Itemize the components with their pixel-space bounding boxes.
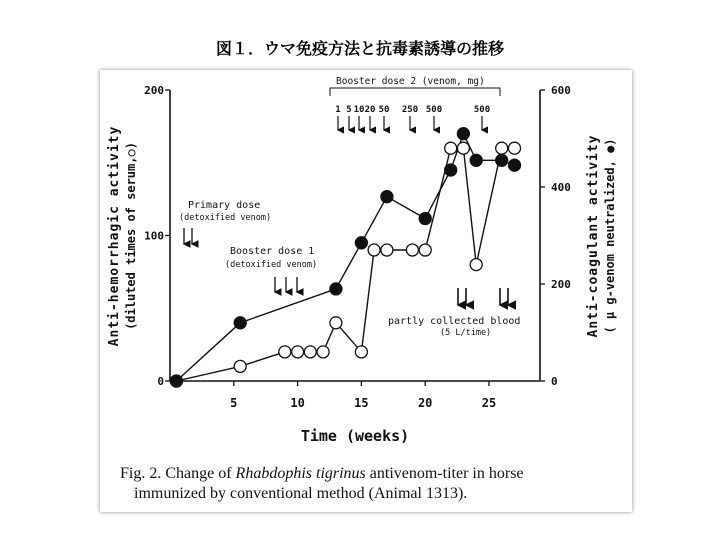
x-tick-label: 5 (230, 396, 238, 410)
antihemorrhagic-point (368, 244, 380, 256)
x-tick-label: 25 (481, 396, 497, 410)
booster2-dose-label: 5 (346, 105, 352, 115)
booster2-dose-label: 10 (353, 105, 365, 115)
antihemorrhagic-point (355, 346, 367, 358)
right-tick-label: 200 (551, 278, 571, 291)
right-tick-label: 600 (551, 84, 571, 97)
x-tick-label: 15 (354, 396, 369, 410)
antihemorrhagic-point (330, 317, 342, 329)
anticoagulant-point (496, 154, 508, 166)
anticoagulant-point (234, 317, 246, 329)
antihemorrhagic-point (381, 244, 393, 256)
antihemorrhagic-point (445, 142, 457, 154)
x-axis-label: Time (weeks) (300, 427, 410, 445)
figure-caption-line1: Fig. 2. Change of Rhabdophis tigrinus antivenom-titer in horse (120, 465, 524, 482)
antihemorrhagic-point (509, 142, 521, 154)
booster2-bracket (330, 88, 500, 96)
primary-dose-sub: (detoxified venom) (179, 213, 272, 223)
booster1-sub: (detoxified venom) (225, 260, 318, 270)
series-line (176, 134, 514, 381)
anticoagulant-point (445, 164, 457, 176)
antihemorrhagic-point (317, 346, 329, 358)
anticoagulant-point (355, 237, 367, 249)
antihemorrhagic-point (292, 346, 304, 358)
left-tick-label: 0 (157, 375, 164, 388)
right-tick-label: 0 (551, 375, 558, 388)
antihemorrhagic-point (304, 346, 316, 358)
anticoagulant-point (457, 128, 469, 140)
antihemorrhagic-point (457, 142, 469, 154)
booster2-dose-label: 20 (364, 105, 376, 115)
left-tick-label: 100 (144, 229, 164, 243)
booster2-dose-label: 500 (473, 105, 491, 115)
anticoagulant-point (509, 159, 521, 171)
left-tick-label: 200 (144, 84, 164, 97)
anticoagulant-point (419, 213, 431, 225)
booster2-dose-label: 250 (401, 105, 419, 115)
antihemorrhagic-point (279, 346, 291, 358)
left-axis-label-line1: Anti-hemorrhagic activity (107, 125, 122, 347)
booster2-header: Booster dose 2 (venom, mg) (336, 76, 485, 87)
antihemorrhagic-point (406, 244, 418, 256)
anticoagulant-point (330, 283, 342, 295)
booster2-dose-label: 1 (335, 105, 341, 115)
anticoagulant-point (470, 154, 482, 166)
primary-dose-label: Primary dose (188, 200, 261, 211)
anticoagulant-point (381, 191, 393, 203)
collected-label: partly collected blood (388, 316, 521, 327)
left-axis-label-line2: (diluted times of serum,○) (124, 142, 138, 330)
antihemorrhagic-point (419, 244, 431, 256)
antihemorrhagic-point (470, 259, 482, 271)
figure-frame (100, 70, 632, 512)
collected-sub: (5 L/time) (440, 328, 492, 338)
antihemorrhagic-point (496, 142, 508, 154)
slide-title: 図１．ウマ免疫方法と抗毒素誘導の推移 (215, 39, 504, 58)
right-tick-label: 400 (551, 181, 571, 194)
x-tick-label: 20 (417, 396, 433, 410)
right-axis-label-line1: Anti-coagulant activity (586, 134, 601, 338)
x-tick-label: 10 (290, 396, 305, 410)
right-axis-label-line2: ( μ g-venom neutralized, ●) (603, 138, 617, 334)
figure-caption-line2: immunized by conventional method (Animal 1313). (134, 485, 468, 502)
booster1-label: Booster dose 1 (230, 246, 315, 257)
anticoagulant-point (170, 375, 182, 387)
booster2-dose-label: 50 (378, 105, 390, 115)
antihemorrhagic-point (234, 360, 246, 372)
chart (100, 70, 632, 512)
booster2-dose-label: 500 (425, 105, 443, 115)
